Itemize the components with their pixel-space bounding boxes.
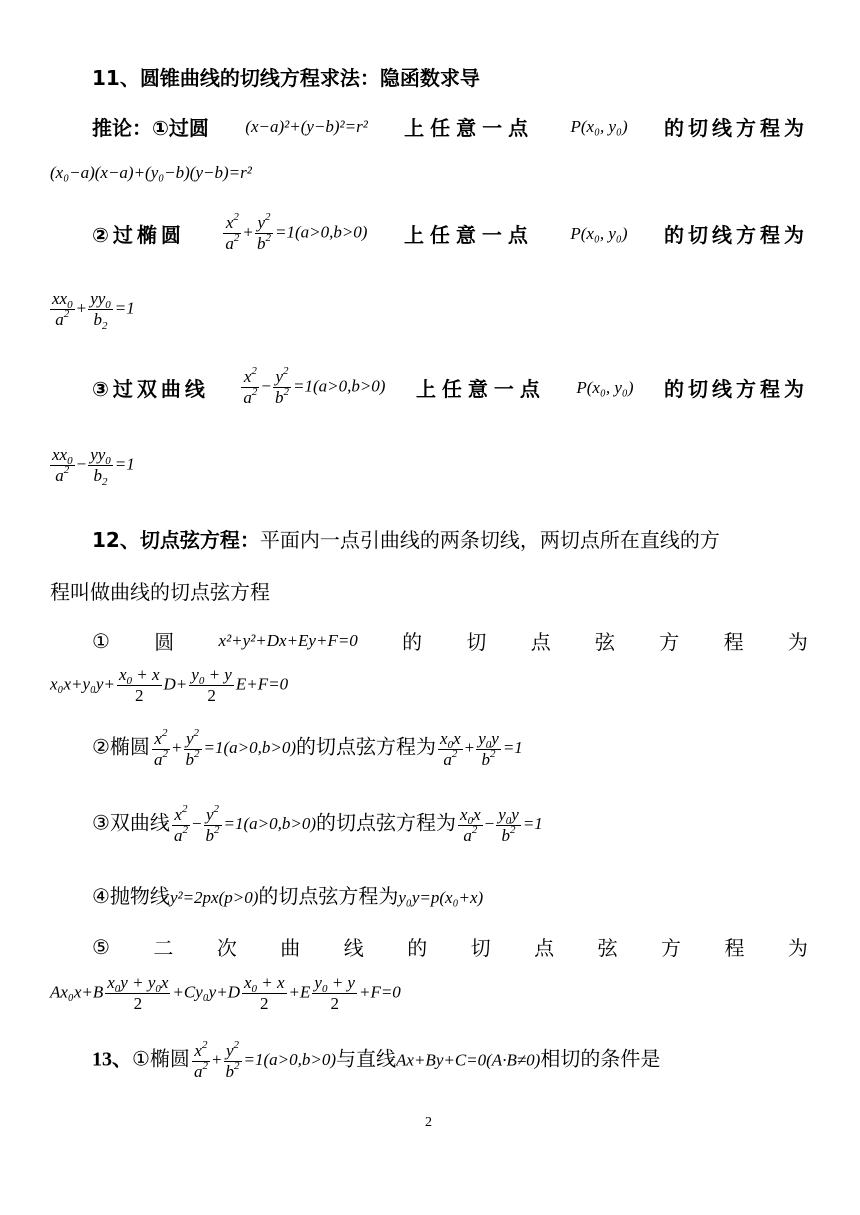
corollary-3-mid: 上任意一点: [415, 377, 546, 401]
corollary-1-line: [92, 112, 808, 141]
point-p: P(x₀, y₀): [570, 116, 628, 136]
page-number: 2: [425, 1115, 432, 1130]
general-circle-equation: x²+y²+Dx+Ey+F=0: [218, 630, 358, 650]
item-3-line: ③双曲线 $\frac{x^2}{a^2}$ − $\frac{y^2}{b^2}$ =1(a>0,b>0)的切点弦方程为 $\frac{x_0x}{a^2}$ − $\frac{y_0y}{b^2}$ =1: [92, 803, 543, 845]
ellipse-condition: =1(a>0,b>0): [274, 222, 368, 242]
hyperbola-tangent-result: $\frac{xx_0}{a^2}$ − $\frac{yy_0}{b_2}$ =1: [52, 445, 135, 488]
corollary-label: 推论：: [92, 116, 152, 140]
general-chord-result: Ax₀x+B $\frac{x_0y + y_0x}{2}$ +Cy₀y+D $\frac{x_0 + x}{2}$ +E $\frac{y_0 + y}{2}$ +F=0: [50, 973, 401, 1013]
item-2-line: ②椭圆 $\frac{x^2}{a^2}$ + $\frac{y^2}{b^2}$ =1(a>0,b>0)的切点弦方程为 $\frac{x_0x}{a^2}$ + $\frac{y_0y}{b^2}$ =1: [92, 727, 523, 769]
item-5-line: ⑤ 二 次 曲 线 的 切 点 弦 方 程 为: [92, 934, 808, 960]
section-12-desc-2: 程叫做曲线的切点弦方程: [50, 580, 270, 604]
corollary-1-suffix: 的切线方程为: [663, 116, 808, 140]
point-p-2: P(x₀, y₀): [570, 223, 628, 243]
section-12-desc-1: 平面内一点引曲线的两条切线，两切点所在直线的方: [259, 528, 720, 552]
section-12-title: 12、切点弦方程：: [92, 528, 260, 552]
parabola-equation: y²=2px(p>0): [169, 888, 259, 907]
hyperbola-equation: $\frac{x^2}{a^2}$ − $\frac{y^2}{b^2}$ =1(a>0,b>0): [243, 365, 386, 407]
corollary-1-prefix: ①过圆: [152, 116, 209, 140]
circle-chord-result: x₀x+y₀y+ $\frac{x_0 + x}{2}$ D+ $\frac{y_0 + y}{2}$ E+F=0: [50, 665, 289, 705]
item-1-line: ① 圆 x²+y²+Dx+Ey+F=0 的 切 点 弦 方 程 为: [92, 628, 808, 654]
section-13-line: 13、①椭圆 $\frac{x^2}{a^2}$ + $\frac{y^2}{b^2}$ =1(a>0,b>0)与直线Ax+By+C=0(A·B≠0)相切的条件是: [92, 1039, 661, 1081]
corollary-2-suffix: 的切线方程为: [663, 223, 808, 247]
corollary-2-prefix: ②过椭圆: [92, 223, 185, 247]
section-12-line-1: [92, 524, 808, 553]
item-4-line: ④抛物线y²=2px(p>0)的切点弦方程为y₀y=p(x₀+x): [92, 884, 484, 908]
section-13-number: 13、: [92, 1048, 132, 1071]
corollary-2-line: [92, 211, 808, 253]
ellipse-equation: $\frac{x^2}{a^2}$ + $\frac{y^2}{b^2}$ =1(a>0,b>0): [225, 211, 368, 253]
hyperbola-condition: =1(a>0,b>0): [292, 376, 386, 396]
corollary-2-mid: 上任意一点: [403, 223, 534, 247]
point-p-3: P(x₀, y₀): [576, 377, 634, 397]
corollary-3-line: [92, 365, 808, 407]
ellipse-tangent-result: $\frac{xx_0}{a^2}$ + $\frac{yy_0}{b_2}$ =1: [52, 289, 135, 332]
circle-tangent-result: (x₀−a)(x−a)+(y₀−b)(y−b)=r²: [50, 163, 252, 182]
circle-equation: (x−a)²+(y−b)²=r²: [245, 116, 368, 136]
corollary-3-suffix: 的切线方程为: [663, 377, 808, 401]
parabola-chord-result: y₀y=p(x₀+x): [398, 888, 484, 907]
corollary-1-mid: 上任意一点: [404, 116, 535, 140]
line-equation: Ax+By+C=0(A·B≠0): [396, 1050, 541, 1070]
corollary-3-prefix: ③过双曲线: [92, 377, 209, 401]
section-11-title: 11、圆锥曲线的切线方程求法：隐函数求导: [92, 66, 480, 90]
